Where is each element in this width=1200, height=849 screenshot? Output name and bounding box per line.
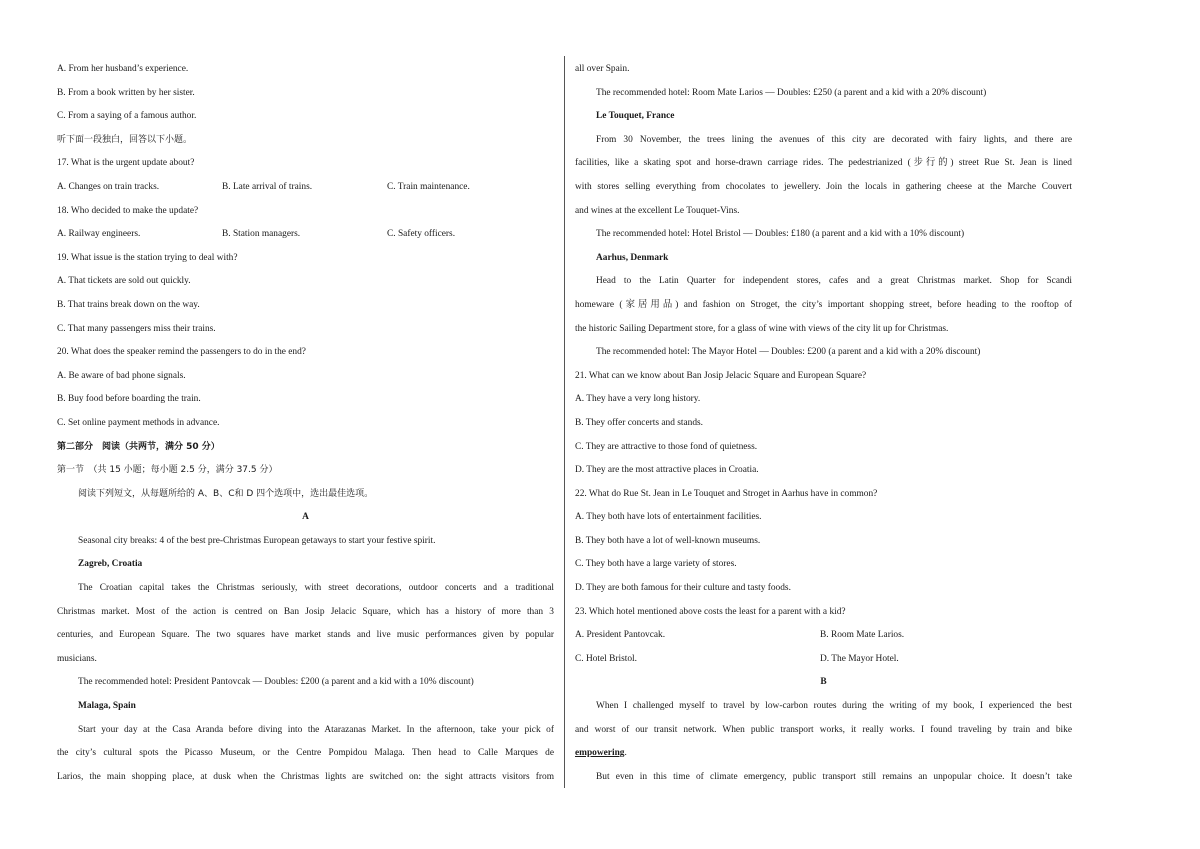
q23-option-a: A. President Pantovcak. [575,630,666,641]
q21-option-c: C. They are attractive to those fond of quietness. [575,441,758,452]
q20-option-a: A. Be aware of bad phone signals. [57,370,186,381]
q23-options-cd [575,648,1072,672]
q21-option-a: A. They have a very long history. [575,394,701,405]
q18-option-a: A. Railway engineers. [57,229,141,240]
q22-option-b: B. They both have a lot of well-known museums. [575,535,761,546]
passage-a-label: A [302,512,309,523]
part2-title: 第二部分 阅读（共两节，满分 50 分） [57,441,220,452]
q17-options [57,176,554,200]
aarhus-line-1: Head to the Latin Quarter for independent stores, cafes and a great Christmas market. Shop for Scandi [596,276,1072,287]
q17-option-b: B. Late arrival of trains. [222,181,313,192]
malaga-line-3: Larios, the main shopping place, at dusk when the Christmas lights are switched on: the sight attracts visitors from [57,771,554,782]
q17-option-c: C. Train maintenance. [387,181,470,192]
zagreb-hotel: The recommended hotel: President Pantovcak — Doubles: £200 (a parent and a kid with a 10% discount) [78,677,474,688]
q18-option-c: C. Safety officers. [387,229,456,240]
q16-option-a: A. From her husband’s experience. [57,64,189,74]
q17-stem: 17. What is the urgent update about? [57,158,195,169]
malaga-hotel: The recommended hotel: Room Mate Larios — Doubles: £250 (a parent and a kid with a 20% discount) [596,87,987,98]
q23-option-d: D. The Mayor Hotel. [820,653,899,664]
section1-title: 第一节 （共 15 小题；每小题 2.5 分，满分 37.5 分） [57,465,278,476]
q17-option-a: A. Changes on train tracks. [57,181,160,192]
left-column [57,58,554,789]
q19-stem: 19. What issue is the station trying to deal with? [57,252,238,263]
q20-option-b: B. Buy food before boarding the train. [57,394,201,405]
reading-instruction: 阅读下列短文，从每题所给的 A、B、C和 D 四个选项中，选出最佳选项。 [78,488,374,499]
malaga-line-2: the city’s cultural spots the Picasso Museum, or the Centre Pompidou Malaga. Then head to Calle Marques de [57,748,554,759]
zagreb-line-3: centuries, and European Square. The two squares have market stands and live music performances given by popular [57,630,554,641]
zagreb-line-2: Christmas market. Most of the action is centred on Ban Josip Jelacic Square, which has a history of more than 3 [57,606,554,617]
passage-a-intro: Seasonal city breaks: 4 of the best pre-Christmas European getaways to start your festive spirit. [78,535,436,546]
q23-stem: 23. Which hotel mentioned above costs the least for a parent with a kid? [575,606,846,617]
letouquet-line-2: facilities, like a skating spot and horse-drawn carriage rides. The pedestrianized (步行的) street Rue St. Jean is lined [575,158,1072,169]
q20-stem: 20. What does the speaker remind the passengers to do in the end? [57,347,306,358]
letouquet-heading: Le Touquet, France [596,111,675,122]
q19-option-c: C. That many passengers miss their trains. [57,323,216,334]
passage-b-line-2: and worst of our transit network. When public transport works, it really works. I found traveling by train and bike [575,724,1072,735]
underlined-word-period: . [624,748,627,759]
passage-b-label: B [820,677,827,688]
aarhus-line-3: the historic Sailing Department store, for a glass of wine with views of the city lit up for Christmas. [575,323,949,334]
letouquet-line-4: and wines at the excellent Le Touquet-Vins. [575,205,740,216]
monologue-instruction: 听下面一段独白，回答以下小题。 [57,134,193,145]
aarhus-heading: Aarhus, Denmark [596,252,669,263]
letouquet-line-3: with stores selling everything from chocolates to jewellery. Join the locals in gathering cheese at the Marche Couvert [575,181,1072,192]
zagreb-line-4: musicians. [57,653,97,664]
q18-option-b: B. Station managers. [222,229,301,240]
q21-stem: 21. What can we know about Ban Josip Jelacic Square and European Square? [575,370,867,381]
q19-option-b: B. That trains break down on the way. [57,299,200,310]
q20-option-c: C. Set online payment methods in advance. [57,417,220,428]
q19-option-a: A. That tickets are sold out quickly. [57,276,191,287]
malaga-line-1: Start your day at the Casa Aranda before diving into the Atarazanas Market. In the afternoon, take your pick of [78,724,554,735]
passage-b-line-3: But even in this time of climate emergency, public transport still remains an unpopular choice. It doesn’t take [596,771,1072,782]
aarhus-line-2: homeware (家居用品) and fashion on Stroget, the city’s important shopping street, before heading to the rooftop of [575,299,1072,310]
q22-option-a: A. They both have lots of entertainment facilities. [575,512,762,523]
q22-option-d: D. They are both famous for their culture and tasty foods. [575,583,791,594]
q18-stem: 18. Who decided to make the update? [57,205,199,216]
q16-option-b: B. From a book written by her sister. [57,87,195,98]
column-divider [564,56,565,788]
q23-options-ab [575,624,1072,648]
q22-option-c: C. They both have a large variety of stores. [575,559,737,570]
zagreb-line-1: The Croatian capital takes the Christmas seriously, with street decorations, outdoor concerts and a traditional [78,583,554,594]
passage-b-line-1: When I challenged myself to travel by low-carbon routes during the writing of my book, I experienced the best [596,701,1072,712]
letouquet-line-1: From 30 November, the trees lining the avenues of this city are decorated with fairy lights, and there are [596,134,1072,145]
q21-option-b: B. They offer concerts and stands. [575,417,704,428]
q16-option-c: C. From a saying of a famous author. [57,111,197,122]
q23-option-b: B. Room Mate Larios. [820,630,905,641]
q22-stem: 22. What do Rue St. Jean in Le Touquet and Stroget in Aarhus have in common? [575,488,878,499]
q23-option-c: C. Hotel Bristol. [575,653,637,664]
right-column [575,58,1072,789]
aarhus-hotel: The recommended hotel: The Mayor Hotel — Doubles: £200 (a parent and a kid with a 20% discount) [596,347,981,358]
q18-options [57,223,554,247]
underlined-word: empowering [575,748,625,759]
q21-option-d: D. They are the most attractive places in Croatia. [575,465,759,476]
malaga-end: all over Spain. [575,64,630,74]
malaga-heading: Malaga, Spain [78,701,136,712]
passage-b-line-word [575,742,1072,766]
zagreb-heading: Zagreb, Croatia [78,559,143,570]
letouquet-hotel: The recommended hotel: Hotel Bristol — Doubles: £180 (a parent and a kid with a 10% discount) [596,229,965,240]
